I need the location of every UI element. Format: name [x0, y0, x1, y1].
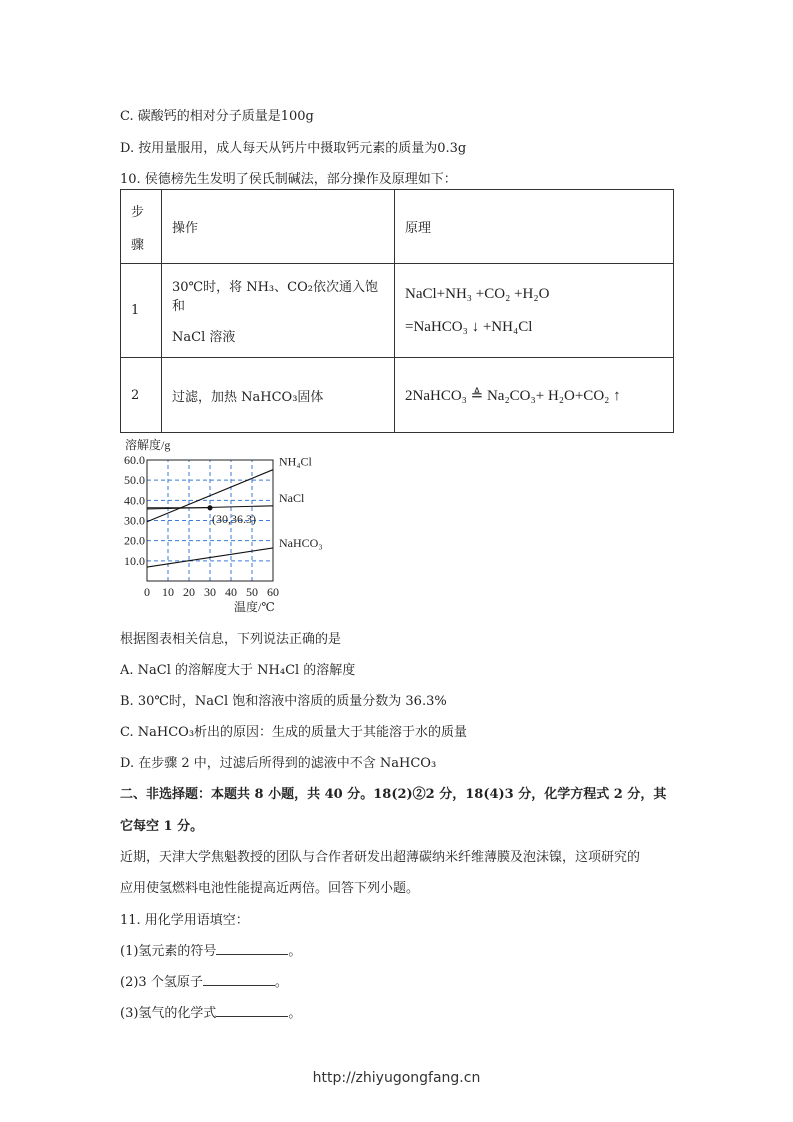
chart-ylabel: 溶解度/g [125, 438, 171, 452]
footer-url[interactable]: http://zhiyugongfang.cn [312, 1070, 481, 1086]
row-2-formula-line1: 2NaHCO₃ ≜ Na₂CO₃+ H₂O+CO₂ ↑ [405, 387, 621, 404]
y-tick-label: 10.0 [124, 553, 145, 568]
q11-item [120, 1002, 301, 1021]
y-tick-label: 20.0 [124, 533, 145, 548]
question-11-stem: 11. 用化学用语填空： [120, 913, 249, 928]
q11-item-2-text: (2)3 个氢原子 [120, 975, 203, 990]
annotation-point [208, 505, 213, 510]
solubility-chart [115, 434, 335, 614]
y-tick-label: 40.0 [124, 493, 145, 508]
header-step-b: 骤 [131, 237, 145, 253]
table-row [121, 264, 674, 358]
process-table [120, 189, 674, 433]
question-10-prompt: 根据图表相关信息，下列说法正确的是 [120, 632, 342, 647]
question-10-stem: 10. 侯德榜先生发明了侯氏制碱法，部分操作及原理如下： [120, 172, 457, 187]
option-c-top: C. 碳酸钙的相对分子质量是100g [120, 109, 314, 124]
row-2-principle [395, 358, 674, 433]
header-step-a: 步 [131, 204, 145, 220]
row-1-operation [162, 264, 395, 358]
table-header-row [121, 190, 674, 264]
q11-item-3-text: (3)氢气的化学式 [120, 1006, 217, 1021]
y-tick-label: 50.0 [124, 473, 145, 488]
q10-option-b: B. 30℃时，NaCl 饱和溶液中溶质的质量分数为 36.3% [120, 694, 447, 709]
q10-option-a: A. NaCl 的溶解度大于 NH₄Cl 的溶解度 [120, 663, 356, 678]
x-tick-label: 60 [267, 585, 279, 599]
section-2-heading-line2: 它每空 1 分。 [120, 819, 204, 834]
annotation-label: (30,36.3) [212, 511, 256, 526]
series-label: NaHCO₃ [279, 535, 323, 550]
x-tick-label: 10 [162, 585, 174, 599]
x-tick-label: 0 [144, 585, 150, 599]
header-step [121, 190, 162, 264]
x-tick-label: 30 [204, 585, 216, 599]
intro-line2: 应用使氢燃料电池性能提高近两倍。回答下列小题。 [120, 881, 420, 896]
row-1-principle [395, 264, 674, 358]
row-2-operation: 过滤，加热 NaHCO₃固体 [162, 358, 395, 433]
q11-item-3-blank[interactable] [216, 1004, 288, 1017]
table-row [121, 358, 674, 433]
option-d-top: D. 按用量服用，成人每天从钙片中摄取钙元素的质量为0.3g [120, 141, 467, 156]
q10-option-c: C. NaHCO₃析出的原因：生成的质量大于其能溶于水的质量 [120, 725, 468, 740]
chart-xlabel: 温度/℃ [234, 600, 275, 614]
q11-item-2-blank[interactable] [203, 973, 275, 986]
section-2-heading-line1: 二、非选择题：本题共 8 小题，共 40 分。18(2)②2 分，18(4)3 分，化学方程式 2 分，其 [120, 787, 667, 802]
x-tick-label: 20 [183, 585, 195, 599]
y-tick-label: 60.0 [124, 453, 145, 467]
row-1-op-line2: NaCl 溶液 [172, 330, 236, 345]
row-2-step: 2 [121, 358, 162, 433]
header-principle: 原理 [395, 190, 674, 264]
series-label: NaCl [279, 490, 305, 505]
intro-line1: 近期，天津大学焦魁教授的团队与合作者研发出超薄碳纳米纤维薄膜及泡沫镍，这项研究的 [120, 850, 641, 865]
header-operation: 操作 [162, 190, 395, 264]
row-1-formula-line1: NaCl+NH₃ +CO₂ +H₂O [405, 285, 550, 302]
q11-item-3-suffix: 。 [288, 1006, 302, 1021]
q11-item [120, 940, 301, 959]
series-label: NH₄Cl [279, 454, 312, 469]
q11-item [120, 971, 288, 990]
row-1-formula-line2: =NaHCO₃ ↓ +NH₄Cl [405, 318, 533, 335]
row-1-step: 1 [121, 264, 162, 358]
q11-item-1-blank[interactable] [216, 942, 288, 955]
q11-item-1-suffix: 。 [288, 944, 302, 959]
x-tick-label: 40 [225, 585, 237, 599]
q11-item-1-text: (1)氢元素的符号 [120, 944, 217, 959]
row-1-op-line1: 30℃时，将 NH₃、CO₂依次通入饱和 [172, 280, 378, 314]
q10-option-d: D. 在步骤 2 中，过滤后所得到的滤液中不含 NaHCO₃ [120, 756, 437, 771]
q11-item-2-suffix: 。 [274, 975, 288, 990]
x-tick-label: 50 [246, 585, 258, 599]
y-tick-label: 30.0 [124, 513, 145, 528]
